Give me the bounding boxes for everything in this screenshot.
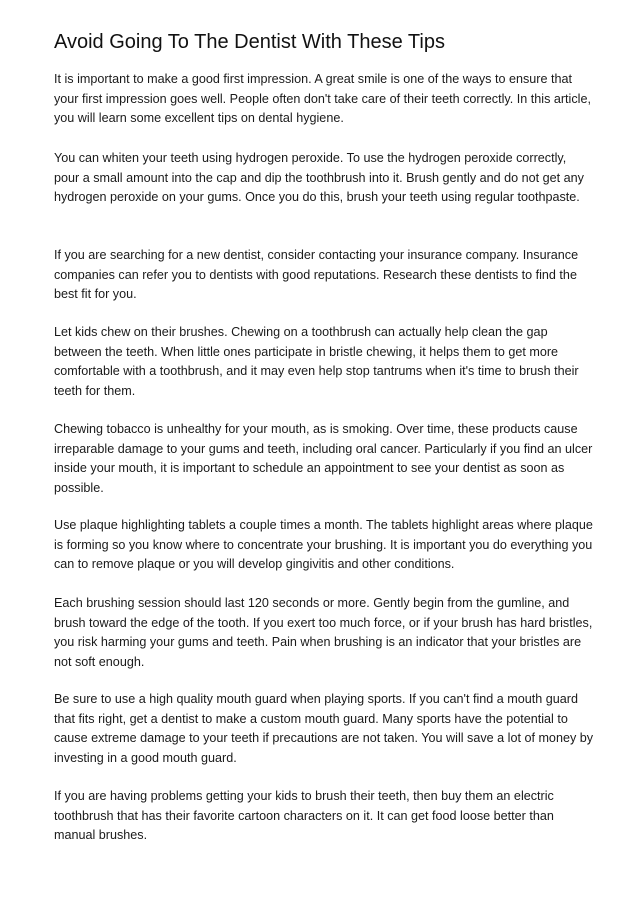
paragraph-insurance: If you are searching for a new dentist, consider contacting your insurance company. Insurance companies can refer you to dentists with good reputations. Research these dentists to find the best fit for you.	[54, 248, 579, 301]
paragraph-kids-chew: Let kids chew on their brushes. Chewing on a toothbrush can actually help clean the gap between the teeth. When little ones participate in bristle chewing, it helps them to get more comfortable with a toothbrush, and it may even help stop tantrums when it's time to brush their teeth for them.	[54, 325, 579, 398]
paragraph-tobacco: Chewing tobacco is unhealthy for your mouth, as is smoking. Over time, these products cause irreparable damage to your gums and teeth, including oral cancer. Particularly if you find an ulcer inside your mouth, it is important to schedule an appointment to see your dentist as soon as possible.	[54, 422, 593, 495]
paragraph-plaque-tablets: Use plaque highlighting tablets a couple times a month. The tablets highlight areas where plaque is forming so you know where to concentrate your brushing. It is important you do everything you can to remove plaque or you will develop gingivitis and other conditions.	[54, 518, 593, 571]
paragraph-electric-toothbrush: If you are having problems getting your kids to brush their teeth, then buy them an electric toothbrush that has their favorite cartoon characters on it. It can get food loose better than manual brushes.	[54, 789, 554, 842]
paragraph-intro: It is important to make a good first impression. A great smile is one of the ways to ensure that your first impression goes well. People often don't take care of their teeth correctly. In this article, you will learn some excellent tips on dental hygiene.	[54, 72, 591, 125]
paragraph-hydrogen-peroxide: You can whiten your teeth using hydrogen peroxide. To use the hydrogen peroxide correctly, pour a small amount into the cap and dip the toothbrush into it. Brush gently and do not get any hydrogen peroxide on your gums. Once you do this, brush your teeth using regular toothpaste.	[54, 151, 584, 204]
paragraph-mouth-guard: Be sure to use a high quality mouth guard when playing sports. If you can't find a mouth guard that fits right, get a dentist to make a custom mouth guard. Many sports have the potential to cause extreme damage to your teeth if precautions are not taken. You will save a lot of money by investing in a good mouth guard.	[54, 692, 594, 765]
paragraph-brushing-session: Each brushing session should last 120 seconds or more. Gently begin from the gumline, and brush toward the edge of the tooth. If you exert too much force, or if your brush has hard bristles, you risk harming your gums and teeth. Pain when brushing is an indicator that your bristles are not soft enough.	[54, 596, 593, 669]
document-title: Avoid Going To The Dentist With These Tips	[54, 31, 445, 53]
